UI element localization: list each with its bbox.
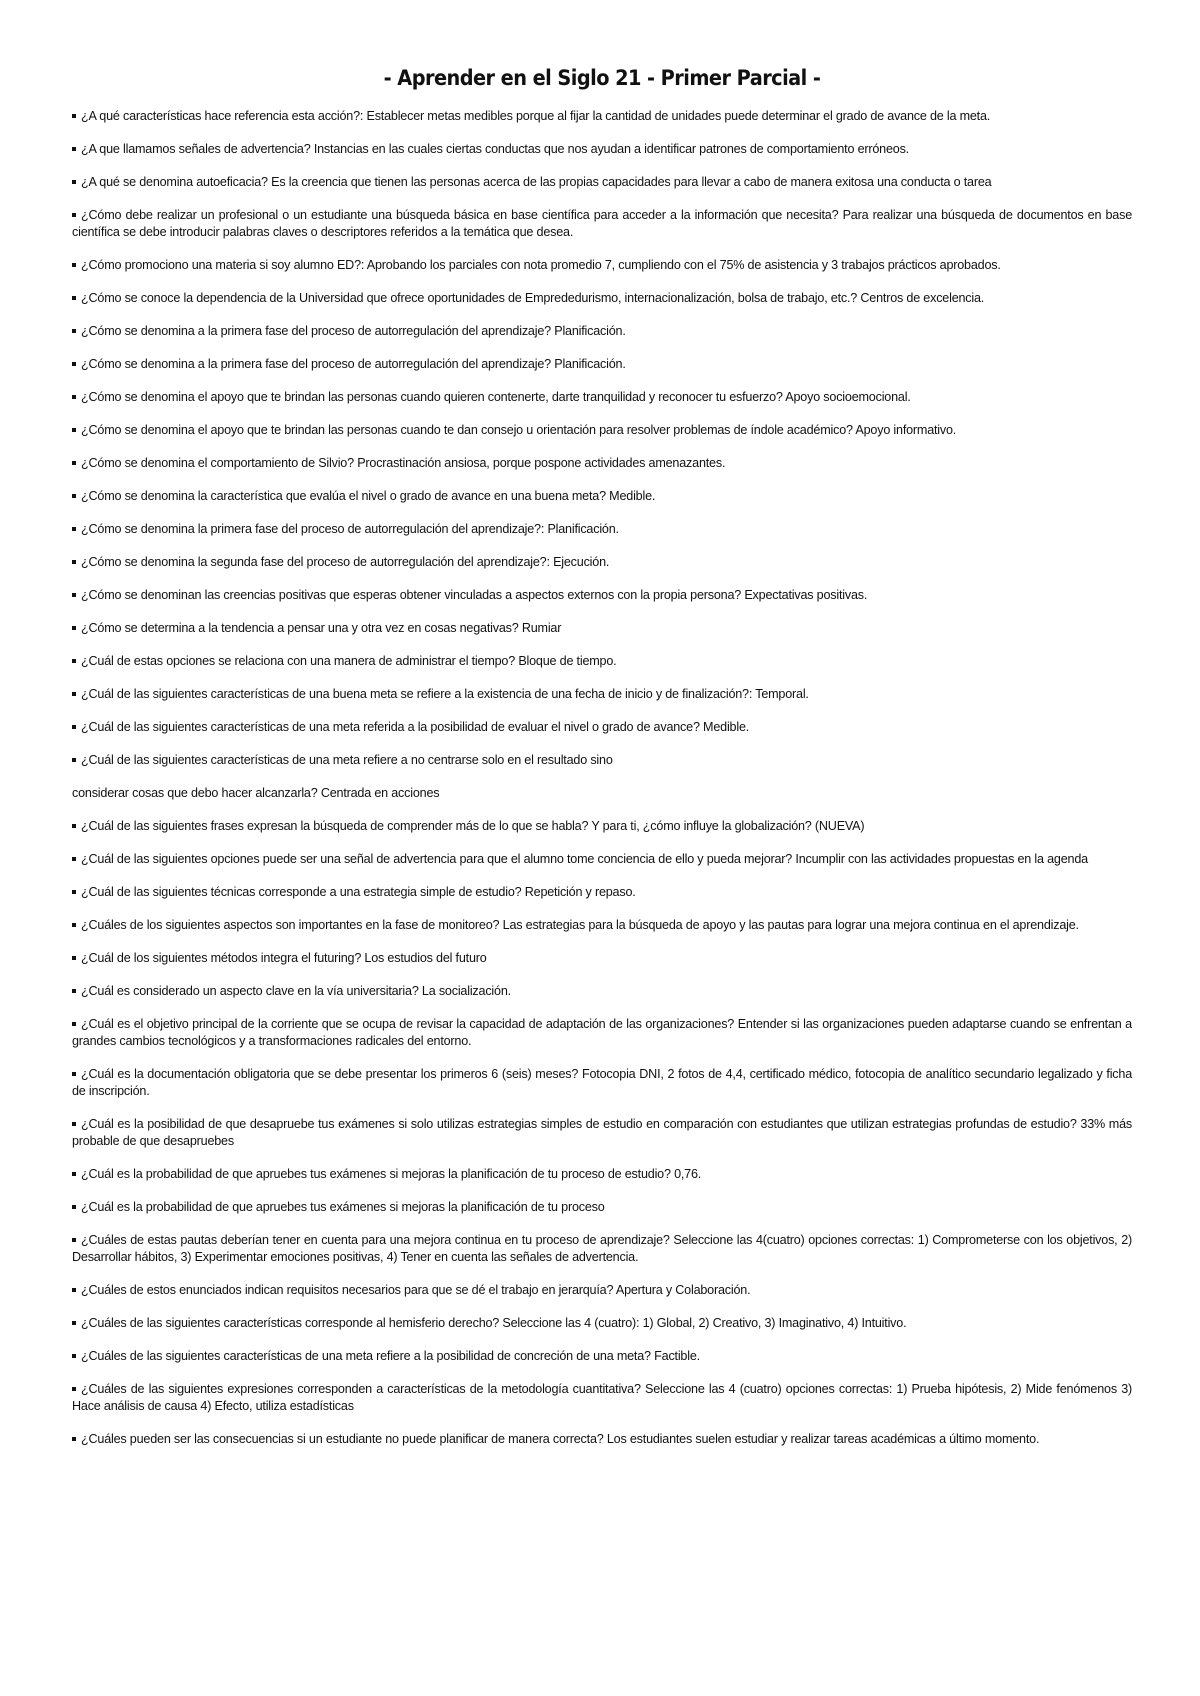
- square-bullet-icon: [72, 824, 76, 828]
- question-item: [72, 455, 1132, 472]
- question-text: ¿Cuáles de estos enunciados indican requisitos necesarios para que se dé el trabajo en jerarquía? Apertura y Colaboración.: [81, 1283, 751, 1297]
- square-bullet-icon: [72, 659, 76, 663]
- question-text: ¿Cuáles de las siguientes expresiones corresponden a características de la metodología cuantitativa? Seleccione las 4 (cuatro) opciones correctas: 1) Prueba hipótesis, 2) Mide fenómenos 3) Hace análisis de causa 4) Efecto, utiliza estadísticas: [72, 1382, 1132, 1413]
- question-text: ¿Cómo debe realizar un profesional o un estudiante una búsqueda básica en base científica para acceder a la información que necesita? Para realizar una búsqueda de documentos en base científica se debe introducir palabras claves o descriptores referidos a la temática que desea.: [72, 208, 1132, 239]
- square-bullet-icon: [72, 114, 76, 118]
- question-text: ¿Cómo se denomina el apoyo que te brindan las personas cuando quieren contenerte, darte tranquilidad y reconocer tu esfuerzo? Apoyo socioemocional.: [81, 390, 911, 404]
- question-item: [72, 950, 1132, 967]
- question-text: ¿Cuál es considerado un aspecto clave en la vía universitaria? La socialización.: [81, 984, 511, 998]
- question-text: ¿Cómo se determina a la tendencia a pensar una y otra vez en cosas negativas? Rumiar: [81, 621, 562, 635]
- document-page: [72, 66, 1132, 1464]
- square-bullet-icon: [72, 428, 76, 432]
- question-text: ¿Cómo se denomina el comportamiento de Silvio? Procrastinación ansiosa, porque pospone actividades amenazantes.: [81, 456, 726, 470]
- question-text: ¿Cuál es la probabilidad de que apruebes tus exámenes si mejoras la planificación de tu proceso de estudio? 0,76.: [81, 1167, 702, 1181]
- square-bullet-icon: [72, 725, 76, 729]
- square-bullet-icon: [72, 1354, 76, 1358]
- question-item: [72, 818, 1132, 835]
- question-text: ¿Cuál es la probabilidad de que apruebes tus exámenes si mejoras la planificación de tu proceso: [81, 1200, 605, 1214]
- question-text: ¿Cuáles de las siguientes características corresponde al hemisferio derecho? Seleccione las 4 (cuatro): 1) Global, 2) Creativo, 3) Imaginativo, 4) Intuitivo.: [81, 1316, 907, 1330]
- question-text: ¿Cuál es la posibilidad de que desapruebe tus exámenes si solo utilizas estrategias simples de estudio en comparación con estudiantes que utilizan estrategias profundas de estudio? 33% más probable de que desapruebes: [72, 1117, 1132, 1148]
- square-bullet-icon: [72, 180, 76, 184]
- square-bullet-icon: [72, 560, 76, 564]
- question-item: [72, 620, 1132, 637]
- square-bullet-icon: [72, 1022, 76, 1026]
- question-text: ¿Cuál es la documentación obligatoria que se debe presentar los primeros 6 (seis) meses? Fotocopia DNI, 2 fotos de 4,4, certificado médico, fotocopia de analítico secundario legalizado y ficha de inscripción.: [72, 1067, 1132, 1098]
- question-item: [72, 917, 1132, 934]
- question-item: [72, 653, 1132, 670]
- question-item: [72, 141, 1132, 158]
- square-bullet-icon: [72, 1172, 76, 1176]
- question-list: [72, 108, 1132, 1448]
- square-bullet-icon: [72, 1288, 76, 1292]
- question-text: ¿Cuáles pueden ser las consecuencias si un estudiante no puede planificar de manera correcta? Los estudiantes suelen estudiar y realizar tareas académicas a último momento.: [81, 1432, 1040, 1446]
- square-bullet-icon: [72, 1387, 76, 1391]
- question-item: [72, 1016, 1132, 1050]
- question-text: considerar cosas que debo hacer alcanzarla? Centrada en acciones: [72, 786, 440, 800]
- square-bullet-icon: [72, 1205, 76, 1209]
- question-text: ¿Cómo se denomina a la primera fase del proceso de autorregulación del aprendizaje? Planificación.: [81, 324, 626, 338]
- question-text: ¿Cómo se conoce la dependencia de la Universidad que ofrece oportunidades de Emprededurismo, internacionalización, bolsa de trabajo, etc.? Centros de excelencia.: [81, 291, 985, 305]
- question-text: ¿Cómo se denomina la característica que evalúa el nivel o grado de avance en una buena meta? Medible.: [81, 489, 656, 503]
- square-bullet-icon: [72, 626, 76, 630]
- square-bullet-icon: [72, 857, 76, 861]
- square-bullet-icon: [72, 1072, 76, 1076]
- question-item: [72, 752, 1132, 769]
- question-text: ¿Cuál de estas opciones se relaciona con una manera de administrar el tiempo? Bloque de tiempo.: [81, 654, 617, 668]
- question-text: ¿Cómo se denomina el apoyo que te brindan las personas cuando te dan consejo u orientación para resolver problemas de índole académico? Apoyo informativo.: [81, 423, 957, 437]
- question-item: [72, 554, 1132, 571]
- square-bullet-icon: [72, 147, 76, 151]
- square-bullet-icon: [72, 494, 76, 498]
- question-item: [72, 1431, 1132, 1448]
- question-item: [72, 521, 1132, 538]
- square-bullet-icon: [72, 692, 76, 696]
- question-item: [72, 356, 1132, 373]
- question-text: ¿Cuál de las siguientes opciones puede ser una señal de advertencia para que el alumno tome conciencia de ello y pueda mejorar? Incumplir con las actividades propuestas en la agenda: [81, 852, 1088, 866]
- question-item: [72, 108, 1132, 125]
- question-text: ¿Cómo se denomina a la primera fase del proceso de autorregulación del aprendizaje? Planificación.: [81, 357, 626, 371]
- question-item: [72, 1199, 1132, 1216]
- square-bullet-icon: [72, 1321, 76, 1325]
- question-item: [72, 207, 1132, 241]
- question-item: [72, 389, 1132, 406]
- question-item: [72, 488, 1132, 505]
- question-item: [72, 174, 1132, 191]
- square-bullet-icon: [72, 296, 76, 300]
- question-item: [72, 257, 1132, 274]
- question-item: [72, 686, 1132, 703]
- question-text: ¿Cuál de las siguientes características de una meta referida a la posibilidad de evaluar el nivel o grado de avance? Medible.: [81, 720, 750, 734]
- question-item: [72, 1348, 1132, 1365]
- question-item: [72, 1116, 1132, 1150]
- question-text: ¿Cómo se denomina la segunda fase del proceso de autorregulación del aprendizaje?: Ejecución.: [81, 555, 610, 569]
- question-text: ¿Cuál de las siguientes características de una meta refiere a no centrarse solo en el resultado sino: [81, 753, 613, 767]
- square-bullet-icon: [72, 923, 76, 927]
- question-item: [72, 587, 1132, 604]
- square-bullet-icon: [72, 527, 76, 531]
- question-text: ¿Cómo se denominan las creencias positivas que esperas obtener vinculadas a aspectos externos con la propia persona? Expectativas positivas.: [81, 588, 868, 602]
- square-bullet-icon: [72, 593, 76, 597]
- square-bullet-icon: [72, 1238, 76, 1242]
- document-title: - Aprender en el Siglo 21 - Primer Parcial -: [383, 66, 821, 90]
- question-item: [72, 983, 1132, 1000]
- square-bullet-icon: [72, 989, 76, 993]
- question-text: ¿Cómo promociono una materia si soy alumno ED?: Aprobando los parciales con nota promedio 7, cumpliendo con el 75% de asistencia y 3 trabajos prácticos aprobados.: [81, 258, 1001, 272]
- question-text: ¿Cuál de las siguientes técnicas corresponde a una estrategia simple de estudio? Repetición y repaso.: [81, 885, 636, 899]
- question-item: [72, 884, 1132, 901]
- square-bullet-icon: [72, 263, 76, 267]
- question-item: [72, 1066, 1132, 1100]
- question-continuation: [72, 785, 1132, 802]
- question-text: ¿Cuál de las siguientes frases expresan la búsqueda de comprender más de lo que se habla? Y para ti, ¿cómo influye la globalización? (NUEVA): [81, 819, 865, 833]
- question-text: ¿Cuáles de las siguientes características de una meta refiere a la posibilidad de concreción de una meta? Factible.: [81, 1349, 700, 1363]
- question-text: ¿A que llamamos señales de advertencia? Instancias en las cuales ciertas conductas que nos ayudan a identificar patrones de comportamiento erróneos.: [81, 142, 909, 156]
- question-text: ¿A qué características hace referencia esta acción?: Establecer metas medibles porque al fijar la cantidad de unidades puede determinar el grado de avance de la meta.: [81, 109, 991, 123]
- square-bullet-icon: [72, 329, 76, 333]
- question-item: [72, 719, 1132, 736]
- question-text: ¿Cuál de los siguientes métodos integra el futuring? Los estudios del futuro: [81, 951, 487, 965]
- question-item: [72, 1282, 1132, 1299]
- square-bullet-icon: [72, 461, 76, 465]
- question-item: [72, 851, 1132, 868]
- question-item: [72, 1232, 1132, 1266]
- question-text: ¿Cuál es el objetivo principal de la corriente que se ocupa de revisar la capacidad de adaptación de las organizaciones? Entender si las organizaciones pueden adaptarse cuando se enfrentan a grandes cambios tecnológicos y a transformaciones radicales del entorno.: [72, 1017, 1132, 1048]
- square-bullet-icon: [72, 395, 76, 399]
- square-bullet-icon: [72, 890, 76, 894]
- question-text: ¿Cómo se denomina la primera fase del proceso de autorregulación del aprendizaje?: Planificación.: [81, 522, 619, 536]
- question-item: [72, 1381, 1132, 1415]
- square-bullet-icon: [72, 758, 76, 762]
- question-item: [72, 323, 1132, 340]
- question-text: ¿Cuáles de los siguientes aspectos son importantes en la fase de monitoreo? Las estrategias para la búsqueda de apoyo y las pautas para lograr una mejora continua en el aprendizaje.: [81, 918, 1079, 932]
- question-item: [72, 422, 1132, 439]
- square-bullet-icon: [72, 362, 76, 366]
- question-item: [72, 290, 1132, 307]
- question-item: [72, 1166, 1132, 1183]
- question-item: [72, 1315, 1132, 1332]
- question-text: ¿A qué se denomina autoeficacia? Es la creencia que tienen las personas acerca de las propias capacidades para llevar a cabo de manera exitosa una conducta o tarea: [81, 175, 992, 189]
- square-bullet-icon: [72, 1437, 76, 1441]
- square-bullet-icon: [72, 213, 76, 217]
- question-text: ¿Cuáles de estas pautas deberían tener en cuenta para una mejora continua en tu proceso de aprendizaje? Seleccione las 4(cuatro) opciones correctas: 1) Comprometerse con los objetivos, 2) Desarrollar hábitos, 3) Experimentar emociones positivas, 4) Tener en cuenta las señales de advertencia.: [72, 1233, 1132, 1264]
- square-bullet-icon: [72, 956, 76, 960]
- square-bullet-icon: [72, 1122, 76, 1126]
- question-text: ¿Cuál de las siguientes características de una buena meta se refiere a la existencia de una fecha de inicio y de finalización?: Temporal.: [81, 687, 809, 701]
